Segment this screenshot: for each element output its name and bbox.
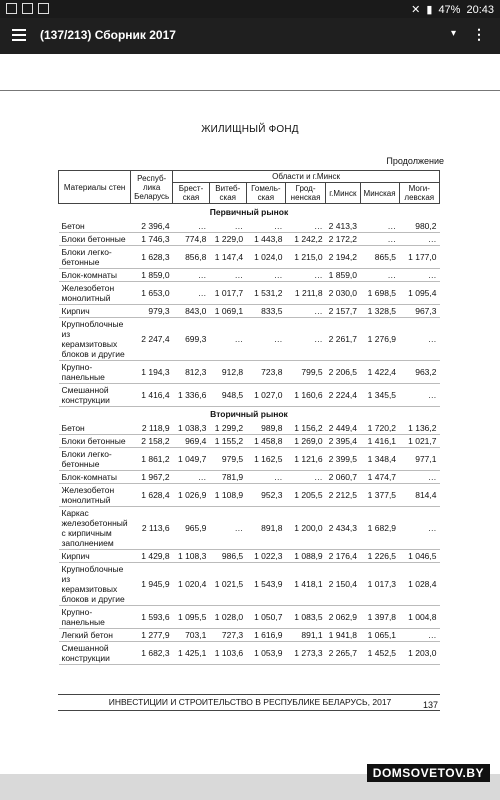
table-cell: …	[360, 268, 399, 281]
material-label: Кирпич	[59, 304, 131, 317]
table-cell: 2 212,5	[326, 484, 360, 507]
material-label: Блок-комнаты	[59, 268, 131, 281]
table-cell: 1 859,0	[326, 268, 360, 281]
table-row	[59, 360, 440, 383]
table-cell: 1 200,0	[285, 507, 325, 550]
table-cell: 1 024,0	[246, 245, 285, 268]
table-cell: 989,8	[246, 422, 285, 435]
header-region: Брест-ская	[173, 183, 210, 204]
table-cell: 1 095,5	[173, 606, 210, 629]
table-cell: 1 277,9	[131, 629, 173, 642]
table-cell: 1 422,4	[360, 360, 399, 383]
table-cell: 952,3	[246, 484, 285, 507]
table-cell: 1 859,0	[131, 268, 173, 281]
header-materials: Материалы стен	[59, 171, 131, 204]
table-cell: 1 215,0	[285, 245, 325, 268]
table-cell: 1 088,9	[285, 550, 325, 563]
table-cell: 1 531,2	[246, 281, 285, 304]
table-cell: 1 028,0	[209, 606, 246, 629]
table-cell: …	[285, 471, 325, 484]
header-region: Витеб-ская	[209, 183, 246, 204]
table-cell: 1 194,3	[131, 360, 173, 383]
table-cell: 977,1	[399, 448, 439, 471]
table-cell: 1 452,5	[360, 642, 399, 665]
table-cell: …	[173, 220, 210, 233]
table-row	[59, 245, 440, 268]
image-icon	[22, 3, 33, 14]
table-cell: 1 050,7	[246, 606, 285, 629]
table-cell: …	[399, 507, 439, 550]
table-cell: 814,4	[399, 484, 439, 507]
table-cell: …	[173, 268, 210, 281]
table-cell: 1 136,2	[399, 422, 439, 435]
table-row	[59, 304, 440, 317]
table-cell: 1 065,1	[360, 629, 399, 642]
footer-divider-bottom	[58, 710, 440, 711]
material-label: Железобетон монолитный	[59, 484, 131, 507]
table-cell: 963,2	[399, 360, 439, 383]
mute-icon: ✕	[411, 4, 421, 16]
header-region: Грод-ненская	[285, 183, 325, 204]
table-cell: 1 020,4	[173, 563, 210, 606]
table-row	[59, 383, 440, 406]
table-cell: 2 413,3	[326, 220, 360, 233]
document-title: (137/213) Сборник 2017	[40, 28, 176, 42]
table-cell: 1 682,3	[131, 642, 173, 665]
table-cell: 2 158,2	[131, 435, 173, 448]
header-republic: Респуб-лика Беларусь	[131, 171, 173, 204]
material-label: Блоки бетонные	[59, 232, 131, 245]
table-cell: …	[399, 317, 439, 360]
table-cell: 2 449,4	[326, 422, 360, 435]
table-cell: …	[209, 268, 246, 281]
table-cell: 948,5	[209, 383, 246, 406]
status-time: 20:43	[466, 3, 494, 16]
table-cell: 2 113,6	[131, 507, 173, 550]
table-cell: 1 069,1	[209, 304, 246, 317]
table-cell: 1 046,5	[399, 550, 439, 563]
status-right	[411, 3, 494, 16]
table-cell: 1 746,3	[131, 232, 173, 245]
table-cell: 912,8	[209, 360, 246, 383]
material-label: Смешанной конструкции	[59, 383, 131, 406]
table-row	[59, 484, 440, 507]
table-cell: 1 273,3	[285, 642, 325, 665]
notification-icons	[6, 3, 49, 14]
table-row	[59, 232, 440, 245]
table-cell: 1 418,1	[285, 563, 325, 606]
page-footer: ИНВЕСТИЦИИ И СТРОИТЕЛЬСТВО В РЕСПУБЛИКЕ БЕЛАРУСЬ, 2017	[108, 697, 392, 707]
table-cell: …	[209, 220, 246, 233]
table-cell: 2 157,7	[326, 304, 360, 317]
table-cell: 1 458,8	[246, 435, 285, 448]
housing-price-table	[58, 170, 440, 665]
table-cell: 1 027,0	[246, 383, 285, 406]
material-label: Крупноблочные из керамзитовых блоков и другие	[59, 563, 131, 606]
table-cell: …	[399, 471, 439, 484]
table-cell: 1 276,9	[360, 317, 399, 360]
material-label: Бетон	[59, 220, 131, 233]
table-cell: 980,2	[399, 220, 439, 233]
table-cell: 1 698,5	[360, 281, 399, 304]
footer-divider	[58, 694, 440, 695]
table-cell: …	[285, 220, 325, 233]
table-row	[59, 268, 440, 281]
continuation-label: Продолжение	[386, 156, 444, 166]
table-cell: 1 397,8	[360, 606, 399, 629]
table-cell: 1 628,3	[131, 245, 173, 268]
header-regions: Области и г.Минск	[173, 171, 440, 183]
table-cell: 1 021,7	[399, 435, 439, 448]
document-page[interactable]	[0, 54, 500, 774]
table-cell: 1 377,5	[360, 484, 399, 507]
table-row	[59, 507, 440, 550]
table-cell: 2 194,2	[326, 245, 360, 268]
table-cell: 986,5	[209, 550, 246, 563]
table-cell: 969,4	[173, 435, 210, 448]
table-cell: 1 720,2	[360, 422, 399, 435]
menu-icon[interactable]	[12, 29, 26, 41]
table-cell: 699,3	[173, 317, 210, 360]
section-heading: Первичный рынок	[209, 206, 289, 217]
table-cell: 2 206,5	[326, 360, 360, 383]
table-cell: …	[399, 268, 439, 281]
table-cell: 833,5	[246, 304, 285, 317]
table-cell: 1 160,6	[285, 383, 325, 406]
table-cell: …	[246, 268, 285, 281]
table-cell: 723,8	[246, 360, 285, 383]
table-cell: 2 399,5	[326, 448, 360, 471]
table-cell: 1 147,4	[209, 245, 246, 268]
table-cell: …	[246, 220, 285, 233]
table-cell: 1 348,4	[360, 448, 399, 471]
table-row	[59, 629, 440, 642]
table-cell: …	[285, 317, 325, 360]
table-cell: 1 474,7	[360, 471, 399, 484]
table-cell: 1 017,7	[209, 281, 246, 304]
signal-icon: ▮	[426, 4, 433, 16]
material-label: Каркас железобетонный с кирпичным заполнением	[59, 507, 131, 550]
table-cell: 2 060,7	[326, 471, 360, 484]
table-cell: 1 162,5	[246, 448, 285, 471]
table-cell: …	[360, 232, 399, 245]
table-cell: 1 203,0	[399, 642, 439, 665]
table-cell: 2 265,7	[326, 642, 360, 665]
table-cell: 1 682,9	[360, 507, 399, 550]
section-heading: Вторичный рынок	[210, 409, 288, 420]
table-cell: 1 242,2	[285, 232, 325, 245]
table-cell: …	[360, 220, 399, 233]
table-row	[59, 606, 440, 629]
table-cell: 1 616,9	[246, 629, 285, 642]
table-cell: 1 299,2	[209, 422, 246, 435]
table-cell: 891,1	[285, 629, 325, 642]
app-bar	[0, 18, 500, 54]
table-cell: 1 328,5	[360, 304, 399, 317]
table-cell: 1 345,5	[360, 383, 399, 406]
table-row	[59, 220, 440, 233]
material-label: Смешанной конструкции	[59, 642, 131, 665]
table-cell: 1 103,6	[209, 642, 246, 665]
table-cell: 1 155,2	[209, 435, 246, 448]
table-cell: 1 004,8	[399, 606, 439, 629]
table-body	[59, 204, 440, 665]
table-cell: 2 118,9	[131, 422, 173, 435]
table-cell: 856,8	[173, 245, 210, 268]
table-cell: 1 022,3	[246, 550, 285, 563]
table-row	[59, 422, 440, 435]
table-cell: …	[173, 471, 210, 484]
table-cell: 1 038,3	[173, 422, 210, 435]
material-label: Крупно-панельные	[59, 606, 131, 629]
table-cell: 979,5	[209, 448, 246, 471]
chevron-down-icon[interactable]: ▾	[450, 28, 456, 39]
table-cell: …	[399, 629, 439, 642]
table-cell: 1 121,6	[285, 448, 325, 471]
table-cell: 1 543,9	[246, 563, 285, 606]
table-row	[59, 448, 440, 471]
table-row	[59, 563, 440, 606]
table-row	[59, 642, 440, 665]
notification-icon	[6, 3, 17, 14]
table-row	[59, 281, 440, 304]
table-cell: 2 261,7	[326, 317, 360, 360]
table-cell: 1 108,3	[173, 550, 210, 563]
table-cell: 1 021,5	[209, 563, 246, 606]
table-cell: 1 229,0	[209, 232, 246, 245]
table-row	[59, 317, 440, 360]
watermark-logo: DOMSOVETOV.BY	[367, 764, 490, 782]
table-cell: …	[246, 317, 285, 360]
app-icon	[38, 3, 49, 14]
table-cell: 1 053,9	[246, 642, 285, 665]
page-top-divider	[0, 90, 500, 91]
table-cell: …	[399, 232, 439, 245]
status-bar	[0, 0, 500, 18]
table-cell: 1 269,0	[285, 435, 325, 448]
page-number: 137	[422, 700, 438, 710]
table-cell: 1 945,9	[131, 563, 173, 606]
table-cell: …	[209, 507, 246, 550]
table-cell: 727,3	[209, 629, 246, 642]
header-region: Гомель-ская	[246, 183, 285, 204]
material-label: Железобетон монолитный	[59, 281, 131, 304]
material-label: Блоки бетонные	[59, 435, 131, 448]
table-cell: 2 395,4	[326, 435, 360, 448]
table-cell: 2 062,9	[326, 606, 360, 629]
more-options-icon[interactable]: ⋮	[472, 26, 486, 42]
material-label: Крупно-панельные	[59, 360, 131, 383]
material-label: Блоки легко-бетонные	[59, 448, 131, 471]
table-cell: 1 425,1	[173, 642, 210, 665]
header-region: г.Минск	[326, 183, 360, 204]
table-cell: …	[173, 281, 210, 304]
table-row	[59, 435, 440, 448]
table-cell: …	[399, 383, 439, 406]
table-cell: …	[246, 471, 285, 484]
table-cell: 1 336,6	[173, 383, 210, 406]
table-cell: 1 083,5	[285, 606, 325, 629]
table-cell: 979,3	[131, 304, 173, 317]
table-cell: 865,5	[360, 245, 399, 268]
table-cell: 1 443,8	[246, 232, 285, 245]
table-cell: …	[209, 317, 246, 360]
table-cell: 774,8	[173, 232, 210, 245]
table-cell: 1 028,4	[399, 563, 439, 606]
table-cell: 1 416,4	[131, 383, 173, 406]
material-label: Кирпич	[59, 550, 131, 563]
table-cell: 1 429,8	[131, 550, 173, 563]
table-cell: 1 177,0	[399, 245, 439, 268]
header-region: Моги-левская	[399, 183, 439, 204]
table-cell: 1 205,5	[285, 484, 325, 507]
table-cell: 1 861,2	[131, 448, 173, 471]
material-label: Крупноблочные из керамзитовых блоков и другие	[59, 317, 131, 360]
table-cell: 1 416,1	[360, 435, 399, 448]
material-label: Блок-комнаты	[59, 471, 131, 484]
table-cell: 1 653,0	[131, 281, 173, 304]
material-label: Легкий бетон	[59, 629, 131, 642]
table-cell: 1 628,4	[131, 484, 173, 507]
table-cell: 843,0	[173, 304, 210, 317]
table-cell: 2 247,4	[131, 317, 173, 360]
table-cell: 891,8	[246, 507, 285, 550]
battery-percent: 47%	[438, 3, 461, 16]
header-region: Минская	[360, 183, 399, 204]
table-cell: 1 017,3	[360, 563, 399, 606]
page-heading: ЖИЛИЩНЫЙ ФОНД	[201, 124, 299, 135]
table-cell: 965,9	[173, 507, 210, 550]
table-cell: 799,5	[285, 360, 325, 383]
table-cell: 2 172,2	[326, 232, 360, 245]
table-row	[59, 471, 440, 484]
table-cell: 1 593,6	[131, 606, 173, 629]
table-cell: 1 967,2	[131, 471, 173, 484]
table-cell: 1 095,4	[399, 281, 439, 304]
table-cell: 1 211,8	[285, 281, 325, 304]
table-cell: 2 176,4	[326, 550, 360, 563]
table-cell: …	[285, 268, 325, 281]
table-cell: 2 434,3	[326, 507, 360, 550]
table-cell: …	[285, 304, 325, 317]
table-cell: 1 108,9	[209, 484, 246, 507]
table-cell: 1 026,9	[173, 484, 210, 507]
table-row	[59, 550, 440, 563]
table-cell: 781,9	[209, 471, 246, 484]
table-cell: 703,1	[173, 629, 210, 642]
table-cell: 2 224,4	[326, 383, 360, 406]
table-cell: 2 030,0	[326, 281, 360, 304]
table-cell: 1 226,5	[360, 550, 399, 563]
table-cell: 812,3	[173, 360, 210, 383]
table-cell: 1 156,2	[285, 422, 325, 435]
table-cell: 2 150,4	[326, 563, 360, 606]
table-cell: 2 396,4	[131, 220, 173, 233]
material-label: Бетон	[59, 422, 131, 435]
table-cell: 1 049,7	[173, 448, 210, 471]
table-cell: 1 941,8	[326, 629, 360, 642]
material-label: Блоки легко-бетонные	[59, 245, 131, 268]
table-cell: 967,3	[399, 304, 439, 317]
